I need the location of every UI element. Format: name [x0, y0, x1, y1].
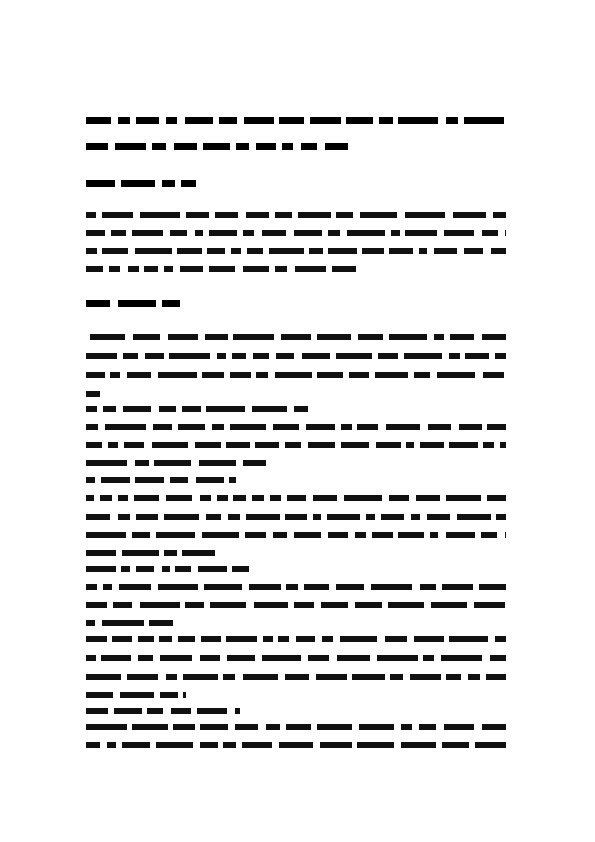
- text-word: [401, 724, 412, 730]
- text-word: [320, 742, 352, 748]
- text-word: [475, 742, 506, 748]
- text-word: [223, 742, 236, 748]
- text-word: [132, 724, 168, 730]
- text-word: [200, 724, 228, 730]
- text-word: [107, 742, 116, 748]
- text-word: [86, 724, 127, 730]
- text-word: [235, 724, 258, 730]
- text-word: [156, 742, 193, 748]
- text-word: [200, 742, 218, 748]
- text-word: [444, 724, 474, 730]
- text-word: [286, 724, 311, 730]
- text-word: [242, 742, 272, 748]
- text-word: [317, 724, 352, 730]
- text-word: [357, 742, 394, 748]
- text-word: [173, 724, 195, 730]
- text-word: [279, 742, 313, 748]
- text-word: [122, 742, 150, 748]
- text-word: [419, 724, 436, 730]
- text-word: [442, 742, 469, 748]
- text-word: [482, 724, 506, 730]
- text-word: [359, 724, 394, 730]
- text-word: [86, 742, 100, 748]
- text-word: [266, 724, 280, 730]
- text-word: [401, 742, 436, 748]
